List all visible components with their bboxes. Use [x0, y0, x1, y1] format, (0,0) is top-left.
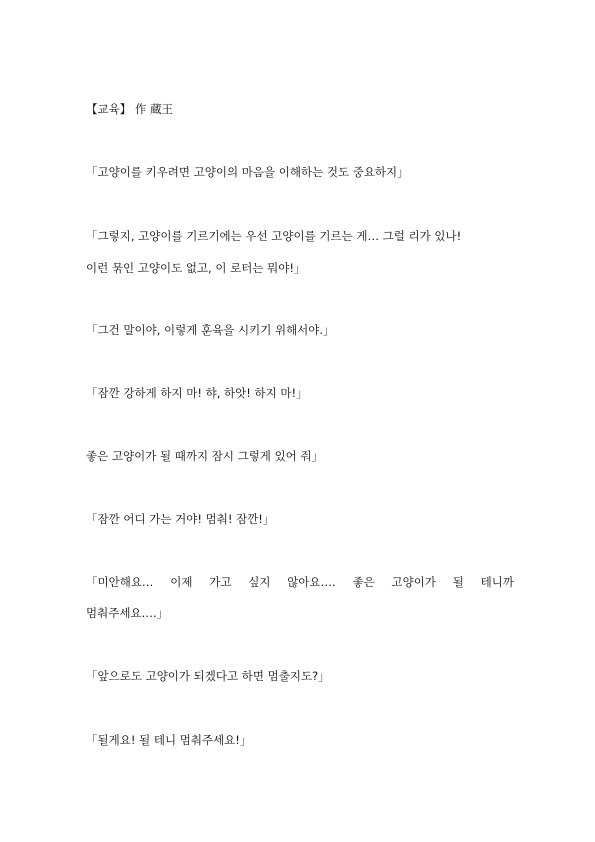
word: 테니까: [480, 575, 514, 589]
dialogue-line: 멈춰주세요….」: [86, 606, 169, 620]
dialogue-line: [86, 574, 514, 590]
dialogue-line: 「그렇지, 고양이를 기르기에는 우선 고양이를 기르는 게… 그럴 리가 있나!: [86, 229, 462, 243]
dialogue-line: 이런 묶인 고양이도 없고, 이 로터는 뭐야!」: [86, 261, 306, 275]
word: 될: [452, 575, 464, 589]
dialogue-line: 「될게요! 될 테니 멈춰주세요!」: [86, 733, 252, 747]
dialogue-line: 「앞으로도 고양이가 되겠다고 하면 멈출지도?」: [86, 669, 330, 683]
word: 「미안해요…: [86, 575, 154, 589]
dialogue-line: 「잠깐 강하게 하지 마! 햐, 하앗! 하지 마!」: [86, 386, 308, 400]
dialogue-line: 「그건 말이야, 이렇게 훈육을 시키기 위해서야.」: [86, 323, 335, 337]
document-title: 【교육】 作 蔵王: [86, 102, 174, 116]
word: 않아요….: [287, 575, 336, 589]
dialogue-line: 좋은 고양이가 될 때까지 잠시 그렇게 있어 줘」: [86, 449, 324, 463]
word: 고양이가: [391, 575, 436, 589]
word: 좋은: [352, 575, 375, 589]
dialogue-line: 「고양이를 키우려면 고양이의 마음을 이해하는 것도 중요하지」: [86, 165, 409, 179]
word: 가고: [209, 575, 232, 589]
word: 싶지: [248, 575, 271, 589]
word: 이제: [170, 575, 193, 589]
dialogue-line: 「잠깐 어디 가는 거야! 멈춰! 잠깐!」: [86, 512, 275, 526]
